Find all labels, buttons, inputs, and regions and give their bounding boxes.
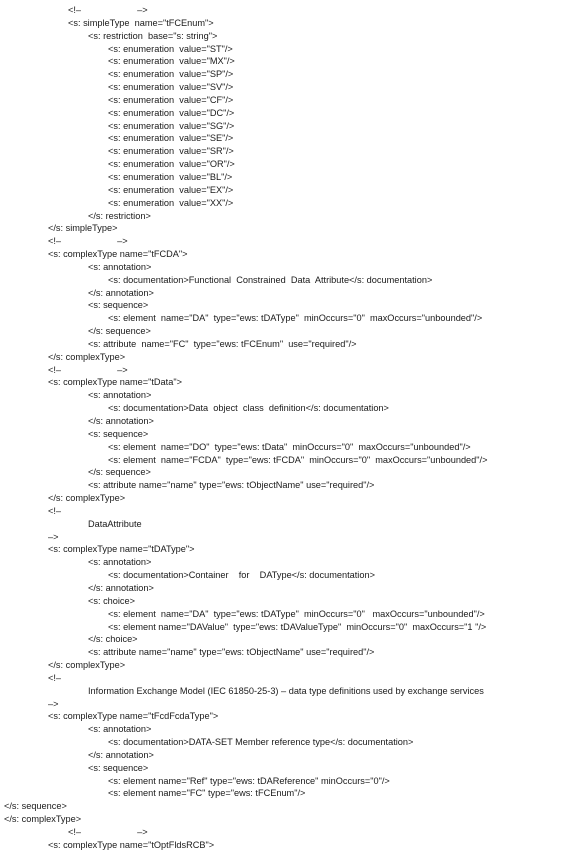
annotation-open: <s: annotation> bbox=[88, 390, 152, 401]
complex-type-close: </s: complexType> bbox=[48, 660, 126, 671]
complex-type-open: <s: complexType name="tOptFldsRCB"> bbox=[48, 839, 215, 850]
xml-schema-listing bbox=[0, 4, 576, 852]
comment-line: <!– –> bbox=[68, 827, 148, 837]
complex-type-open: <s: complexType name="tFCDA"> bbox=[48, 249, 188, 260]
sequence-open: <s: sequence> bbox=[88, 762, 149, 773]
annotation-close: </s: annotation> bbox=[88, 287, 154, 298]
annotation-close: </s: annotation> bbox=[88, 582, 154, 593]
attribute-line: <s: attribute name="name" type="ews: tObjectName" use="required"/> bbox=[88, 480, 375, 491]
element-line: <s: element name="FC" type="ews: tFCEnum"/> bbox=[108, 788, 306, 799]
restriction-open: <s: restriction base="s: string"> bbox=[88, 30, 218, 41]
annotation-close: </s: annotation> bbox=[88, 416, 154, 426]
comment-line: <!– –> bbox=[48, 236, 128, 247]
documentation-line: <s: documentation>Container for DAType</s: documentation> bbox=[108, 570, 375, 581]
element-line: <s: element name="DA" type="ews: tDAType" minOccurs="0" maxOccurs="unbounded"/> bbox=[108, 313, 483, 324]
sequence-open: <s: sequence> bbox=[88, 300, 149, 311]
enumeration-line: <s: enumeration value="OR"/> bbox=[108, 159, 235, 170]
complex-type-open: <s: complexType name="tDAType"> bbox=[48, 544, 195, 555]
enumeration-line: <s: enumeration value="CF"/> bbox=[108, 94, 234, 105]
documentation-line: <s: documentation>DATA-SET Member reference type</s: documentation> bbox=[108, 737, 414, 748]
element-line: <s: element name="Ref" type="ews: tDAReference" minOccurs="0"/> bbox=[108, 775, 390, 786]
sequence-close: </s: sequence> bbox=[88, 467, 151, 478]
choice-close: </s: choice> bbox=[88, 634, 138, 645]
attribute-line: <s: attribute name="FC" type="ews: tFCEnum" use="required"/> bbox=[88, 338, 357, 349]
sequence-close: </s: sequence> bbox=[4, 801, 67, 812]
comment-open-line: <!– –> bbox=[68, 5, 148, 15]
documentation-line: <s: documentation>Data object class definition</s: documentation> bbox=[108, 403, 389, 414]
comment-open-line: <!– bbox=[48, 672, 62, 683]
element-line: <s: element name="DAValue" type="ews: tDAValueType" minOccurs="0" maxOccurs="1 "/> bbox=[108, 621, 487, 632]
complex-type-close: </s: complexType> bbox=[48, 493, 126, 504]
enumeration-line: <s: enumeration value="SE"/> bbox=[108, 133, 234, 144]
enumeration-line: <s: enumeration value="SR"/> bbox=[108, 146, 234, 157]
enumeration-line: <s: enumeration value="DC"/> bbox=[108, 107, 235, 118]
restriction-close: </s: restriction> bbox=[88, 210, 151, 221]
simple-type-open: <s: simpleType name="tFCEnum"> bbox=[68, 17, 214, 28]
documentation-line: <s: documentation>Functional Constrained Data Attribute</s: documentation> bbox=[108, 274, 433, 285]
comment-text: DataAttribute bbox=[88, 518, 142, 529]
complex-type-open: <s: complexType name="tData"> bbox=[48, 377, 182, 388]
element-line: <s: element name="DA" type="ews: tDAType" minOccurs="0" maxOccurs="unbounded"/> bbox=[108, 608, 485, 619]
element-line: <s: element name="FCDA" type="ews: tFCDA" minOccurs="0" maxOccurs="unbounded"/> bbox=[108, 454, 488, 465]
element-line: <s: element name="DO" type="ews: tData" minOccurs="0" maxOccurs="unbounded"/> bbox=[108, 441, 471, 452]
enumeration-line: <s: enumeration value="BL"/> bbox=[108, 171, 233, 182]
complex-type-close: </s: complexType> bbox=[48, 351, 126, 362]
comment-open-line: <!– bbox=[48, 505, 62, 516]
sequence-close: </s: sequence> bbox=[88, 326, 151, 337]
attribute-line: <s: attribute name="name" type="ews: tObjectName" use="required"/> bbox=[88, 647, 375, 658]
complex-type-close: </s: complexType> bbox=[4, 814, 82, 825]
enumeration-line: <s: enumeration value="SG"/> bbox=[108, 120, 235, 131]
annotation-open: <s: annotation> bbox=[88, 724, 152, 735]
comment-line: <!– –> bbox=[48, 364, 128, 375]
enumeration-line: <s: enumeration value="XX"/> bbox=[108, 197, 234, 208]
choice-open: <s: choice> bbox=[88, 595, 135, 606]
sequence-open: <s: sequence> bbox=[88, 428, 149, 439]
complex-type-open: <s: complexType name="tFcdFcdaType"> bbox=[48, 711, 219, 722]
enumeration-line: <s: enumeration value="EX"/> bbox=[108, 184, 234, 195]
enumeration-line: <s: enumeration value="SV"/> bbox=[108, 82, 234, 93]
comment-close-line: –> bbox=[48, 698, 59, 709]
annotation-close: </s: annotation> bbox=[88, 749, 154, 760]
enumeration-line: <s: enumeration value="MX"/> bbox=[108, 56, 235, 67]
comment-close-line: –> bbox=[48, 531, 59, 542]
enumeration-line: <s: enumeration value="SP"/> bbox=[108, 69, 234, 80]
enumeration-line: <s: enumeration value="ST"/> bbox=[108, 43, 233, 54]
simple-type-close: </s: simpleType> bbox=[48, 223, 118, 234]
annotation-open: <s: annotation> bbox=[88, 261, 152, 272]
comment-text: Information Exchange Model (IEC 61850-25-3) – data type definitions used by exchange services bbox=[88, 685, 484, 696]
annotation-open: <s: annotation> bbox=[88, 557, 152, 568]
